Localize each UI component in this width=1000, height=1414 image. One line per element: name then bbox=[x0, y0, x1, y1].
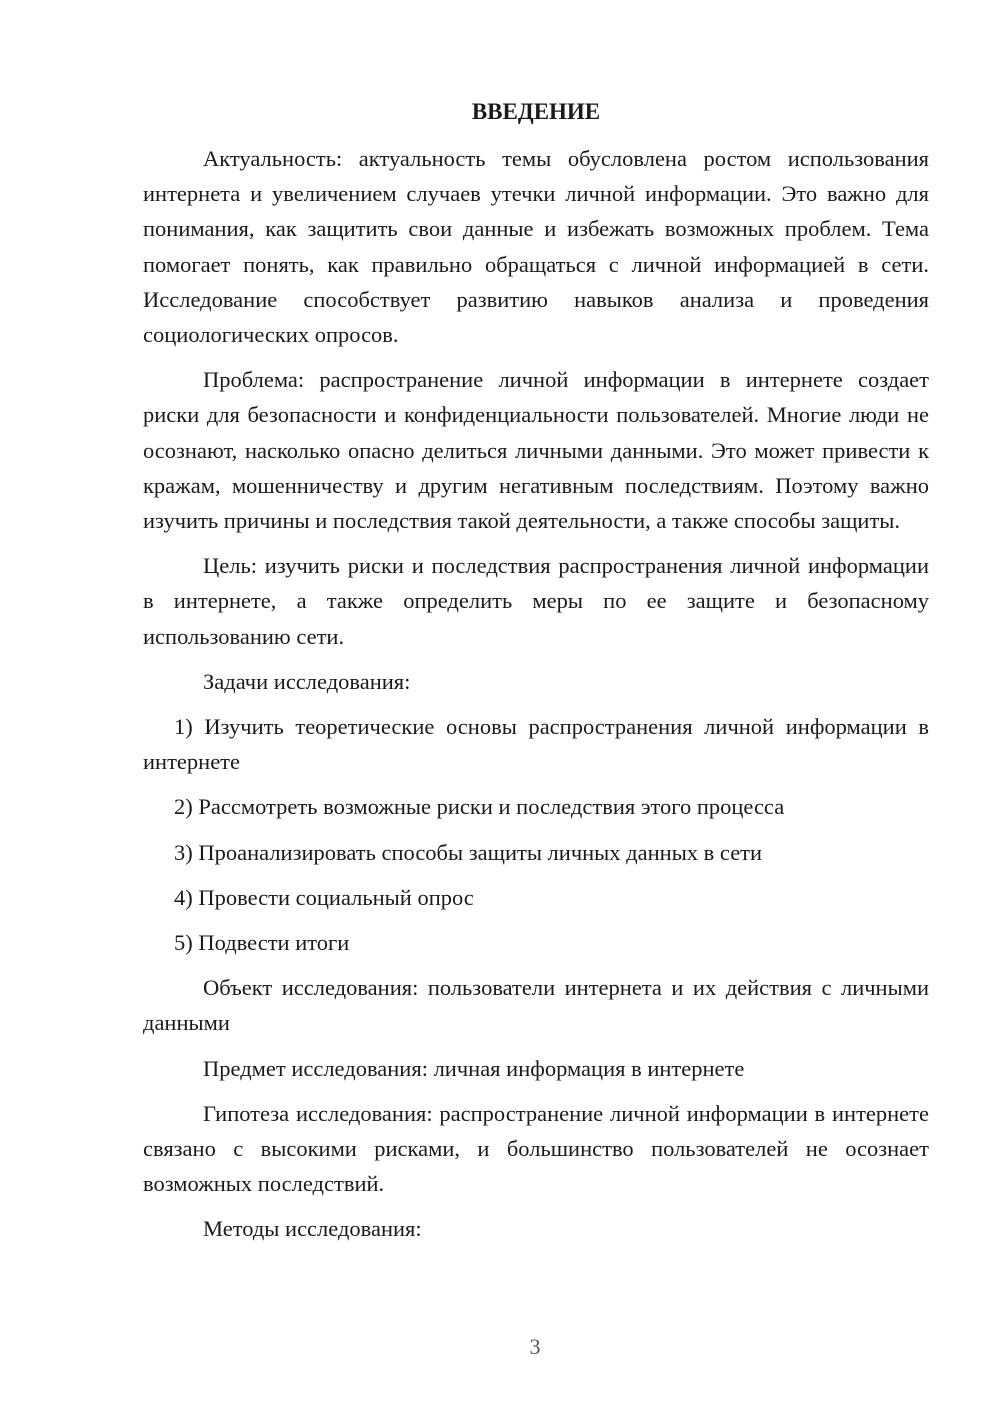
paragraph-hypothesis: Гипотеза исследования: распространение личной информации в интернете связано с высокими рисками, и большинство пользователей не осознает возможных последствий. bbox=[143, 1100, 929, 1197]
page-content bbox=[143, 94, 929, 1257]
paragraph-subject: Предмет исследования: личная информация в интернете bbox=[203, 1055, 745, 1081]
task-item-5: 5) Подвести итоги bbox=[174, 930, 350, 956]
task-item-4: 4) Провести социальный опрос bbox=[174, 884, 474, 910]
task-item-1: 1) Изучить теоретические основы распространения личной информации в интернете bbox=[143, 714, 929, 775]
paragraph-tasks-heading: Задачи исследования: bbox=[203, 668, 411, 694]
paragraph-goal: Цель: изучить риски и последствия распространения личной информации в интернете, а также определить меры по ее защите и безопасному использованию сети. bbox=[143, 553, 929, 649]
section-heading: ВВЕДЕНИЕ bbox=[471, 99, 601, 124]
paragraph-object: Объект исследования: пользователи интернета и их действия с личными данными bbox=[143, 975, 929, 1036]
paragraph-relevance: Актуальность: актуальность темы обусловлена ростом использования интернета и увеличением случаев утечки личной информации. Это важно для понимания, как защитить свои данные и избежать возможных проблем. Тема помогает понять, как правильно обращаться с личной информацией в сети. Исследование способствует развитию навыков анализа и проведения социологических опросов. bbox=[143, 146, 929, 348]
page-number: 3 bbox=[529, 1334, 541, 1359]
paragraph-problem: Проблема: распространение личной информации в интернете создает риски для безопасности и конфиденциальности пользователей. Многие люди не осознают, насколько опасно делиться личными данными. Это может привести к кражам, мошенничеству и другим негативным последствиям. Поэтому важно изучить причины и последствия такой деятельности, а также способы защиты. bbox=[143, 367, 929, 534]
paragraph-methods: Методы исследования: bbox=[203, 1216, 422, 1242]
task-item-3: 3) Проанализировать способы защиты личных данных в сети bbox=[174, 839, 763, 865]
task-item-2: 2) Рассмотреть возможные риски и последствия этого процесса bbox=[174, 794, 785, 820]
